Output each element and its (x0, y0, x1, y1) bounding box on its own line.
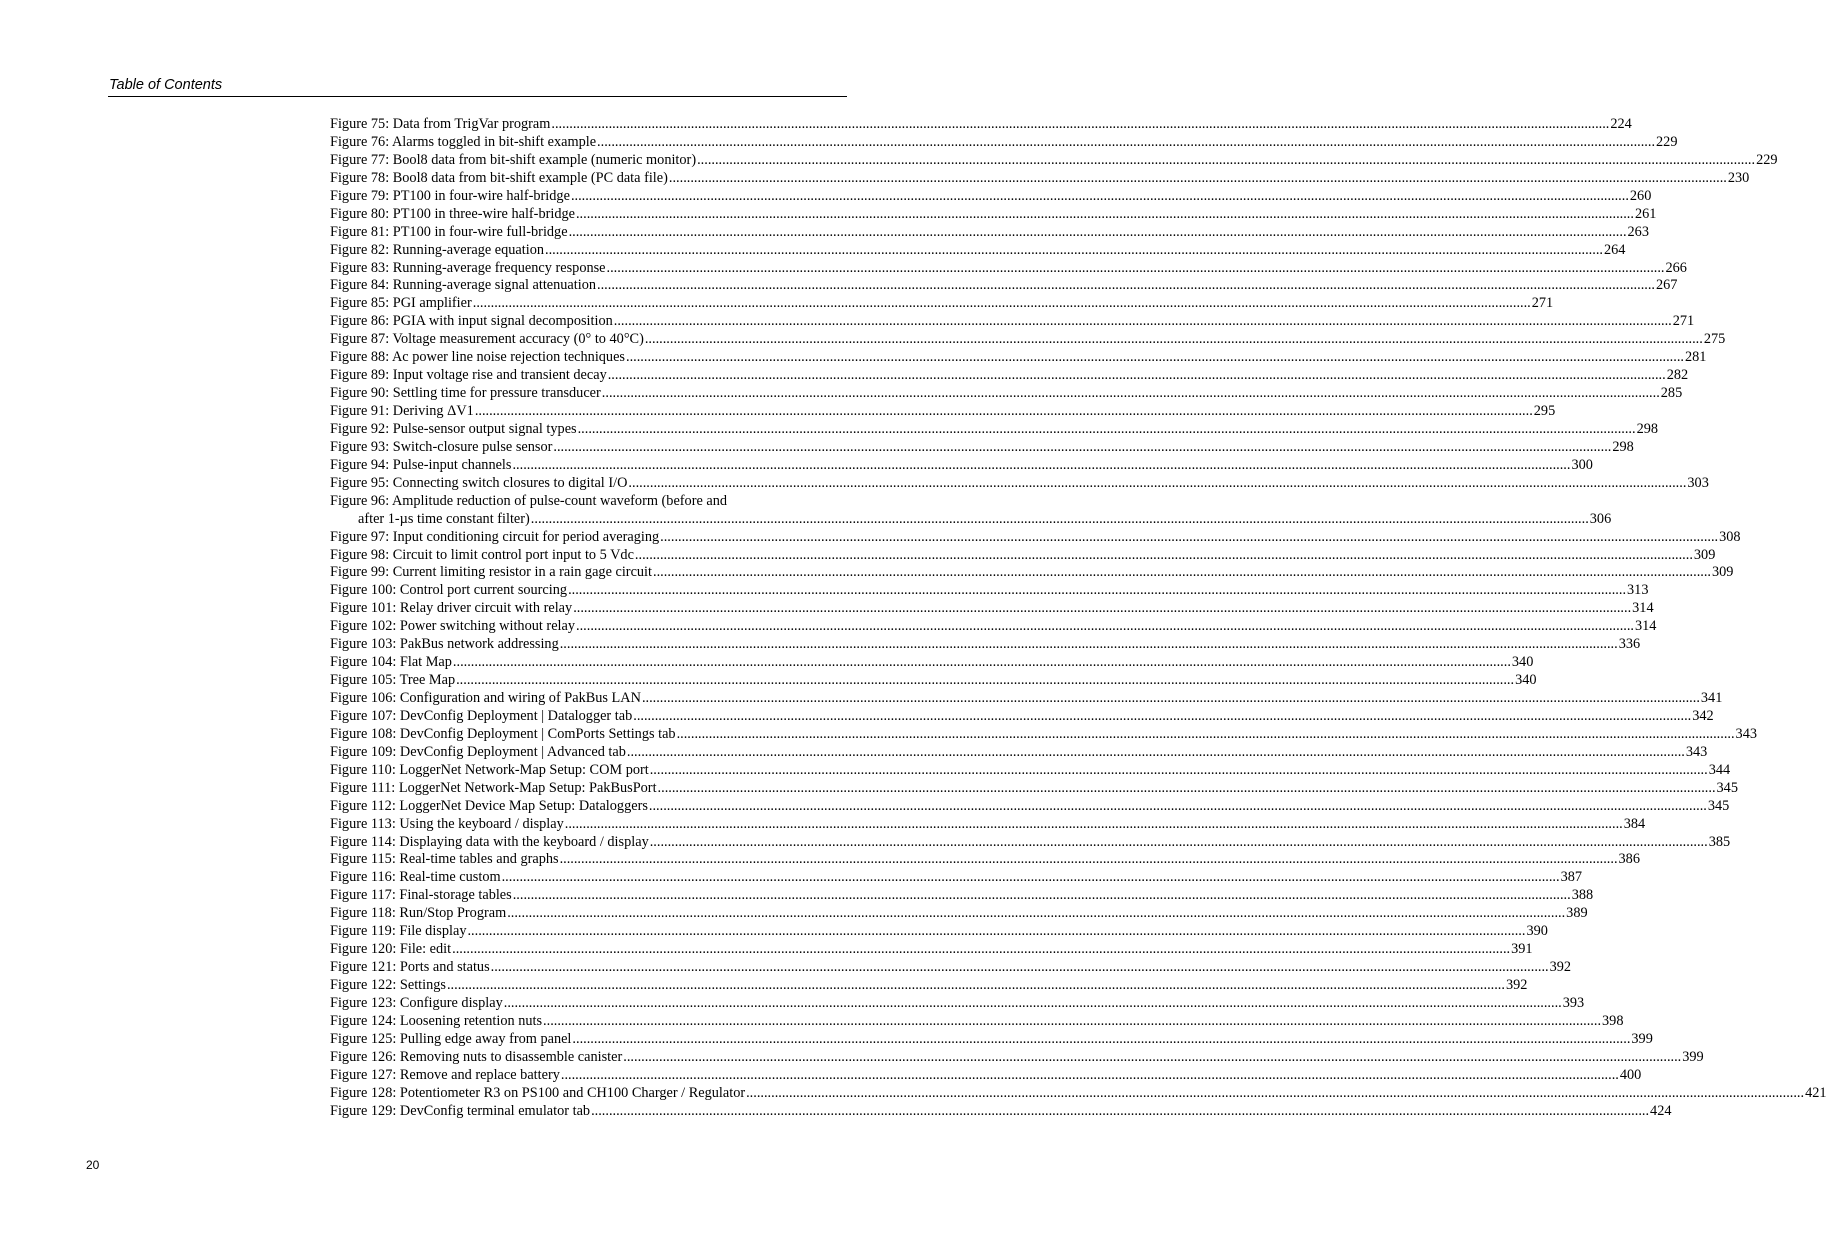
toc-entry[interactable] (330, 582, 1649, 600)
toc-entry-title: Figure 115: Real-time tables and graphs (330, 851, 559, 868)
toc-entry-line (330, 116, 1632, 134)
toc-entry[interactable] (330, 654, 1534, 672)
toc-entry-line (330, 259, 1687, 278)
toc-entry-page: 390 (1526, 923, 1548, 940)
toc-entry-title: Figure 121: Ports and status (330, 959, 490, 976)
toc-entry-line (330, 277, 1678, 295)
dot-leader (560, 636, 1618, 654)
toc-entry[interactable] (330, 977, 1528, 995)
toc-entry[interactable] (330, 851, 1640, 869)
toc-entry-title: Figure 110: LoggerNet Network-Map Setup: COM port (330, 761, 649, 778)
toc-entry-title: Figure 128: Potentiometer R3 on PS100 and CH100 Charger / Regulator (330, 1084, 746, 1101)
toc-entry-title: Figure 96: Amplitude reduction of pulse-count waveform (before and (330, 492, 728, 509)
toc-entry-line (330, 600, 1654, 618)
toc-entry-line (330, 385, 1683, 403)
toc-entry[interactable] (330, 797, 1730, 816)
toc-entry-line (330, 743, 1708, 762)
toc-entry[interactable] (330, 1102, 1672, 1121)
toc-entry-title: Figure 84: Running-average signal attenuation (330, 277, 597, 294)
toc-entry-page: 340 (1511, 654, 1534, 671)
toc-entry-line (330, 994, 1585, 1013)
toc-entry-line (330, 169, 1750, 188)
toc-entry-page: 309 (1711, 564, 1734, 581)
toc-entry-line (330, 403, 1556, 421)
toc-entry[interactable] (330, 349, 1707, 367)
toc-entry-line (330, 564, 1734, 582)
toc-entry-title: Figure 95: Connecting switch closures to digital I/O (330, 474, 628, 491)
dot-leader (653, 564, 1711, 582)
toc-entry-line (330, 869, 1583, 887)
toc-entry-page: 271 (1672, 313, 1695, 330)
toc-entry-line (330, 761, 1731, 780)
toc-entry[interactable] (330, 420, 1659, 439)
dot-leader (660, 529, 1718, 547)
dot-leader (513, 887, 1571, 905)
toc-entry-line (330, 1066, 1642, 1085)
toc-entry-title: Figure 107: DevConfig Deployment | Datalogger tab (330, 707, 633, 724)
toc-entry-page: 266 (1665, 259, 1687, 276)
toc-entry[interactable] (330, 169, 1750, 188)
toc-entry-title: Figure 119: File display (330, 923, 467, 940)
toc-entry[interactable] (330, 474, 1709, 493)
toc-entry-page: 298 (1612, 438, 1634, 455)
toc-entry-page: 260 (1629, 187, 1652, 204)
toc-entry[interactable] (330, 546, 1716, 565)
toc-entry-page: 281 (1684, 349, 1707, 366)
dot-leader (507, 905, 1565, 923)
toc-entry-page: 267 (1655, 277, 1678, 294)
header-title: Table of Contents (109, 77, 223, 93)
toc-entry-title: Figure 116: Real-time custom (330, 869, 501, 886)
toc-entry-title: Figure 101: Relay driver circuit with relay (330, 600, 573, 617)
toc-entry-title: Figure 91: Deriving ΔV1 (330, 403, 474, 419)
dot-leader (697, 152, 1755, 170)
toc-entry-line (330, 474, 1709, 493)
toc-entry-title: Figure 109: DevConfig Deployment | Advanced tab (330, 743, 626, 760)
toc-entry-line (330, 1102, 1672, 1121)
toc-entry[interactable] (330, 367, 1689, 385)
toc-entry-page: 391 (1511, 941, 1533, 958)
toc-entry-page: 342 (1692, 707, 1714, 724)
dot-leader (531, 511, 1589, 529)
dot-leader (650, 762, 1708, 780)
dot-leader (512, 457, 1570, 475)
toc-entry-line (330, 725, 1757, 744)
toc-entry[interactable] (330, 456, 1593, 475)
dot-leader (447, 977, 1505, 995)
dot-leader (626, 349, 1684, 367)
toc-entry-title: Figure 129: DevConfig terminal emulator tab (330, 1102, 591, 1119)
dot-leader (452, 941, 1510, 959)
toc-entry[interactable] (330, 707, 1714, 726)
toc-entry-page: 263 (1627, 223, 1649, 240)
toc-entry-title: Figure 89: Input voltage rise and transient decay (330, 367, 607, 384)
toc-entry-line (330, 241, 1626, 260)
toc-entry[interactable] (330, 994, 1585, 1013)
toc-entry-line (330, 1030, 1653, 1049)
toc-entry[interactable] (330, 618, 1657, 636)
dot-leader (553, 439, 1611, 457)
toc-entry[interactable] (330, 725, 1757, 744)
toc-entry-page: 343 (1735, 725, 1757, 742)
toc-entry-line (330, 833, 1731, 852)
toc-entry[interactable] (330, 205, 1657, 224)
toc-entry-line (330, 1012, 1624, 1031)
dot-leader (627, 744, 1685, 762)
toc-entry-line (330, 977, 1528, 995)
toc-entry-line (330, 133, 1678, 152)
toc-entry-page: 385 (1708, 833, 1731, 850)
toc-entry[interactable] (330, 600, 1654, 618)
toc-entry-line (330, 1048, 1704, 1067)
toc-entry-page: 398 (1602, 1012, 1624, 1029)
toc-entry-title-continuation: after 1-µs time constant filter) (358, 510, 530, 527)
toc-entry[interactable] (330, 923, 1548, 941)
dot-leader (504, 995, 1562, 1013)
table-of-figures (330, 116, 1827, 1121)
dot-leader (650, 834, 1708, 852)
toc-entry[interactable] (330, 133, 1678, 152)
toc-entry[interactable] (330, 187, 1652, 206)
toc-entry-page: 424 (1650, 1102, 1672, 1119)
toc-entry-title: Figure 126: Removing nuts to disassemble canister (330, 1048, 623, 1065)
toc-entry[interactable] (330, 815, 1646, 834)
toc-entry-title: Figure 88: Ac power line noise rejection techniques (330, 349, 625, 366)
toc-entry-page: 388 (1571, 887, 1594, 904)
toc-entry-title: Figure 105: Tree Map (330, 672, 456, 689)
toc-entry-page: 399 (1631, 1030, 1653, 1047)
dot-leader (572, 1031, 1630, 1049)
dot-leader (573, 600, 1631, 618)
toc-entry[interactable] (330, 869, 1583, 887)
dot-leader (576, 618, 1634, 636)
toc-entry-page: 229 (1756, 151, 1778, 168)
toc-entry[interactable] (330, 277, 1678, 295)
dot-leader (635, 547, 1693, 565)
toc-entry-title: Figure 98: Circuit to limit control port input to 5 Vdc (330, 546, 634, 563)
toc-entry-title: Figure 80: PT100 in three-wire half-bridge (330, 205, 575, 222)
toc-entry-title: Figure 118: Run/Stop Program (330, 905, 507, 922)
dot-leader (628, 475, 1686, 493)
toc-entry-title: Figure 79: PT100 in four-wire half-bridge (330, 187, 570, 204)
toc-entry-title: Figure 102: Power switching without relay (330, 618, 576, 635)
toc-entry-line (330, 528, 1741, 547)
toc-entry-title: Figure 85: PGI amplifier (330, 295, 472, 312)
dot-leader (608, 367, 1666, 385)
dot-leader (645, 331, 1703, 349)
toc-entry[interactable] (330, 1066, 1642, 1085)
toc-entry-title: Figure 86: PGIA with input signal decomposition (330, 313, 613, 330)
toc-entry[interactable] (330, 385, 1683, 403)
toc-entry-title: Figure 112: LoggerNet Device Map Setup: Dataloggers (330, 797, 648, 814)
toc-entry-page: 392 (1505, 977, 1528, 994)
dot-leader (502, 869, 1560, 887)
toc-entry-line (330, 367, 1689, 385)
toc-entry-page: 313 (1627, 582, 1649, 599)
toc-entry-title: Figure 108: DevConfig Deployment | ComPorts Settings tab (330, 725, 676, 742)
dot-leader (543, 1013, 1601, 1031)
toc-entry-page: 300 (1571, 456, 1593, 473)
toc-entry-title: Figure 125: Pulling edge away from panel (330, 1030, 572, 1047)
toc-entry-line (330, 1084, 1827, 1103)
toc-entry[interactable] (330, 116, 1632, 134)
toc-entry-line (330, 959, 1572, 977)
toc-entry-page: 421 (1805, 1084, 1827, 1101)
dot-leader (467, 923, 1525, 941)
dot-leader (591, 1103, 1649, 1121)
toc-entry[interactable] (330, 690, 1723, 708)
toc-entry-line (330, 331, 1726, 349)
dot-leader (614, 313, 1672, 331)
toc-entry[interactable] (330, 1084, 1827, 1103)
dot-leader (453, 654, 1511, 672)
toc-entry-line (330, 205, 1657, 224)
toc-entry-line (330, 887, 1594, 905)
toc-entry-title: Figure 103: PakBus network addressing (330, 636, 559, 653)
toc-entry-title: Figure 114: Displaying data with the keyboard / display (330, 833, 649, 850)
toc-entry-page: 261 (1634, 205, 1657, 222)
toc-entry-line (330, 815, 1646, 834)
toc-entry-title: Figure 123: Configure display (330, 994, 503, 1011)
toc-entry-page: 384 (1623, 815, 1646, 832)
toc-entry[interactable] (330, 905, 1588, 923)
toc-entry-page: 389 (1566, 905, 1588, 922)
toc-entry-line (330, 187, 1652, 206)
toc-entry-line (330, 797, 1730, 816)
toc-entry-page: 308 (1719, 528, 1741, 545)
toc-entry[interactable] (330, 223, 1649, 242)
dot-leader (607, 260, 1665, 278)
toc-entry-title: Figure 77: Bool8 data from bit-shift example (numeric monitor) (330, 151, 697, 168)
dot-leader (677, 726, 1735, 744)
toc-entry[interactable] (330, 241, 1626, 260)
toc-entry-title: Figure 106: Configuration and wiring of PakBus LAN (330, 690, 641, 707)
dot-leader (746, 1085, 1804, 1103)
toc-entry-line (330, 941, 1533, 959)
toc-entry-page: 393 (1562, 994, 1585, 1011)
toc-entry-line (330, 546, 1716, 565)
toc-entry-line (330, 654, 1534, 672)
toc-entry-page: 271 (1531, 295, 1554, 312)
toc-entry-line (330, 313, 1695, 331)
toc-entry-title: Figure 99: Current limiting resistor in a rain gage circuit (330, 564, 653, 581)
toc-entry-line (330, 905, 1588, 923)
dot-leader (623, 1049, 1681, 1067)
toc-entry[interactable] (330, 151, 1778, 170)
toc-entry-line (330, 295, 1554, 313)
dot-leader (602, 385, 1660, 403)
toc-entry[interactable] (330, 636, 1641, 654)
toc-entry-title: Figure 120: File: edit (330, 941, 452, 958)
dot-leader (578, 421, 1636, 439)
toc-entry-page: 314 (1634, 618, 1657, 635)
dot-leader (551, 116, 1609, 134)
toc-entry-line (330, 618, 1657, 636)
toc-entry-page: 285 (1660, 385, 1683, 402)
toc-entry-page: 336 (1618, 636, 1641, 653)
toc-entry-page: 264 (1603, 241, 1626, 258)
toc-entry-page: 306 (1589, 510, 1612, 527)
dot-leader (571, 188, 1629, 206)
toc-entry[interactable] (330, 1030, 1653, 1049)
toc-entry-line (330, 223, 1649, 242)
toc-entry-page: 309 (1693, 546, 1716, 563)
toc-entry-title: Figure 82: Running-average equation (330, 241, 544, 258)
dot-leader (475, 403, 1533, 421)
dot-leader (456, 672, 1514, 690)
toc-entry-page: 387 (1560, 869, 1583, 886)
toc-entry-page: 392 (1549, 959, 1572, 976)
toc-entry-title: Figure 104: Flat Map (330, 654, 452, 671)
toc-entry-page: 343 (1685, 743, 1708, 760)
toc-entry[interactable] (330, 313, 1695, 331)
toc-entry-page: 345 (1707, 797, 1730, 814)
toc-entry-title: Figure 78: Bool8 data from bit-shift example (PC data file) (330, 169, 668, 186)
toc-entry-line (330, 151, 1778, 170)
toc-entry[interactable] (330, 492, 1612, 529)
dot-leader (473, 295, 1531, 313)
toc-entry-line (330, 420, 1659, 439)
toc-entry-page: 295 (1533, 403, 1556, 419)
dot-leader (597, 277, 1655, 295)
toc-entry-page: 314 (1632, 600, 1654, 617)
toc-entry[interactable] (330, 1012, 1624, 1031)
toc-entry-line (330, 690, 1723, 708)
toc-entry[interactable] (330, 1048, 1704, 1067)
dot-leader (669, 170, 1727, 188)
dot-leader (642, 690, 1700, 708)
toc-entry-page: 400 (1619, 1066, 1642, 1083)
toc-entry-page: 344 (1708, 761, 1731, 778)
toc-entry-title: Figure 83: Running-average frequency response (330, 259, 606, 276)
toc-entry[interactable] (330, 295, 1554, 313)
toc-entry-page: 275 (1703, 331, 1726, 348)
dot-leader (633, 708, 1691, 726)
toc-entry-line (330, 456, 1593, 475)
page-header (108, 76, 847, 97)
toc-entry[interactable] (330, 331, 1726, 349)
toc-entry-page: 229 (1656, 133, 1678, 150)
dot-leader (545, 242, 1603, 260)
toc-entry-title: Figure 97: Input conditioning circuit for period averaging (330, 528, 660, 545)
toc-entry-page: 345 (1716, 779, 1738, 796)
toc-entry-page: 341 (1700, 690, 1723, 707)
toc-entry-page: 340 (1515, 672, 1537, 689)
toc-entry-title: Figure 124: Loosening retention nuts (330, 1012, 543, 1029)
toc-entry[interactable] (330, 564, 1734, 582)
dot-leader (597, 134, 1655, 152)
toc-entry-line (330, 636, 1641, 654)
toc-entry[interactable] (330, 403, 1556, 421)
toc-entry-title: Figure 122: Settings (330, 977, 446, 994)
toc-entry[interactable] (330, 528, 1741, 547)
toc-entry[interactable] (330, 779, 1738, 798)
dot-leader (560, 851, 1618, 869)
toc-entry-page: 298 (1636, 420, 1659, 437)
toc-entry-page: 224 (1610, 116, 1632, 132)
toc-entry-page: 399 (1682, 1048, 1704, 1065)
toc-entry-line (330, 672, 1537, 690)
dot-leader (649, 798, 1707, 816)
toc-entry-line (330, 851, 1640, 869)
toc-entry[interactable] (330, 743, 1708, 762)
toc-entry[interactable] (330, 833, 1731, 852)
toc-entry-title: Figure 75: Data from TrigVar program (330, 116, 551, 132)
toc-entry-line (330, 923, 1548, 941)
toc-entry-line (330, 438, 1634, 457)
dot-leader (491, 959, 1549, 977)
toc-entry-title: Figure 127: Remove and replace battery (330, 1066, 560, 1083)
toc-entry-line (330, 349, 1707, 367)
toc-entry-title: Figure 113: Using the keyboard / display (330, 815, 564, 832)
toc-entry-title: Figure 94: Pulse-input channels (330, 456, 512, 473)
dot-leader (565, 816, 1623, 834)
dot-leader (568, 582, 1626, 600)
toc-entry-title: Figure 93: Switch-closure pulse sensor (330, 438, 553, 455)
toc-entry[interactable] (330, 761, 1731, 780)
dot-leader (569, 224, 1627, 242)
toc-entry-title: Figure 111: LoggerNet Network-Map Setup: PakBusPort (330, 779, 657, 796)
toc-entry-title: Figure 76: Alarms toggled in bit-shift example (330, 133, 597, 150)
page-number: 20 (86, 1158, 100, 1172)
toc-entry-title: Figure 100: Control port current sourcing (330, 582, 568, 599)
toc-entry[interactable] (330, 672, 1537, 690)
toc-entry[interactable] (330, 887, 1594, 905)
toc-entry-title: Figure 87: Voltage measurement accuracy (0° to 40°C) (330, 331, 644, 348)
toc-entry-page: 386 (1618, 851, 1640, 868)
toc-entry[interactable] (330, 438, 1634, 457)
toc-entry-line (330, 779, 1738, 798)
toc-entry-page: 303 (1687, 474, 1709, 491)
toc-entry-title: Figure 81: PT100 in four-wire full-bridge (330, 223, 568, 240)
toc-entry-title: Figure 92: Pulse-sensor output signal types (330, 420, 577, 437)
toc-entry-line (330, 582, 1649, 600)
toc-entry-line (330, 707, 1714, 726)
dot-leader (576, 206, 1634, 224)
dot-leader (658, 780, 1716, 798)
toc-entry[interactable] (330, 959, 1572, 977)
toc-entry[interactable] (330, 259, 1687, 278)
toc-entry-title: Figure 90: Settling time for pressure transducer (330, 385, 601, 402)
toc-entry-title: Figure 117: Final-storage tables (330, 887, 512, 904)
dot-leader (561, 1067, 1619, 1085)
toc-entry-page: 282 (1666, 367, 1689, 384)
toc-entry-page: 230 (1727, 169, 1750, 186)
toc-entry[interactable] (330, 941, 1533, 959)
toc-entry-continuation-line (330, 510, 1612, 529)
